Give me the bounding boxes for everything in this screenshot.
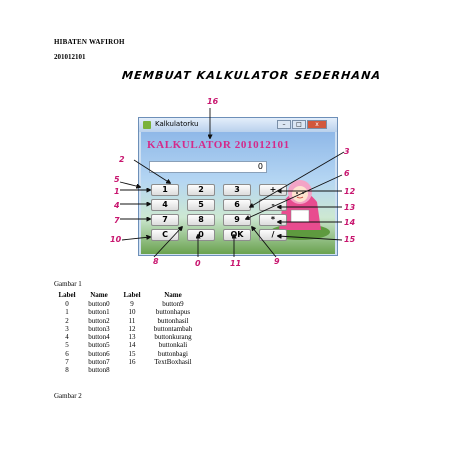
cell-name: buttonkurang xyxy=(154,333,192,342)
cell-label: 12 xyxy=(128,324,136,333)
cell-name: button5 xyxy=(88,341,110,350)
cell-name: button9 xyxy=(162,300,184,308)
annotation-16: 16 xyxy=(207,97,219,106)
cell-label: 13 xyxy=(128,333,136,342)
table-row xyxy=(54,350,200,358)
annotation-7: 7 xyxy=(114,216,120,225)
maximize-button[interactable]: □ xyxy=(292,120,306,129)
cell-name: buttontambah xyxy=(153,324,193,333)
student-id: 201012101 xyxy=(54,53,86,61)
cell-label: 14 xyxy=(128,341,136,350)
cell-label: 16 xyxy=(128,358,136,367)
table-row xyxy=(54,341,200,349)
arrow-8 xyxy=(154,227,182,257)
annotation-3: 3 xyxy=(344,147,350,156)
calc-button3[interactable]: 3 xyxy=(223,184,251,196)
document-heading: MEMBUAT KALKULATOR SEDERHANA xyxy=(121,69,383,82)
cell-label: 9 xyxy=(130,300,134,308)
cell-label: 3 xyxy=(65,324,69,333)
table-row xyxy=(54,308,200,316)
arrow-2 xyxy=(134,160,170,183)
calc-button7[interactable]: 7 xyxy=(151,214,179,226)
annotation-12: 12 xyxy=(344,187,356,196)
cell-name: button2 xyxy=(88,316,110,325)
cell-label: 1 xyxy=(65,308,69,317)
calc-buttonhasil[interactable]: OK xyxy=(223,229,251,241)
cell-name: button3 xyxy=(88,324,110,333)
arrow-15 xyxy=(278,236,342,240)
calc-button5[interactable]: 5 xyxy=(187,199,215,211)
figure-1-caption: Gambar 1 xyxy=(54,280,82,288)
annotation-9: 9 xyxy=(274,257,280,266)
cell-label: 6 xyxy=(65,349,69,358)
window-title: Kalkulatorku xyxy=(155,120,199,128)
cell-label xyxy=(118,366,146,374)
cell-label: 8 xyxy=(65,366,69,375)
close-button[interactable]: x xyxy=(307,120,327,129)
header-name-2: Name xyxy=(164,291,182,299)
table-row xyxy=(54,300,200,308)
author-name: HIBATEN WAFIROH xyxy=(54,38,125,46)
table-row xyxy=(54,358,200,366)
app-title: KALKULATOR 201012101 xyxy=(147,139,290,151)
label-name-table xyxy=(54,291,200,375)
annotation-11: 11 xyxy=(230,259,242,268)
cell-name: button8 xyxy=(88,366,110,375)
cell-name: button0 xyxy=(88,300,110,308)
figure-2-caption: Gambar 2 xyxy=(54,392,82,400)
calc-buttontambah[interactable]: + xyxy=(259,184,287,196)
annotation-13: 13 xyxy=(344,203,356,212)
cell-name: button1 xyxy=(88,308,110,317)
cell-label: 2 xyxy=(65,316,69,325)
cell-label: 11 xyxy=(128,316,136,325)
header-label-2: Label xyxy=(123,291,141,299)
arrow-5 xyxy=(120,182,140,187)
table-row xyxy=(54,317,200,325)
annotation-1: 1 xyxy=(114,187,120,196)
result-textbox[interactable]: 0 xyxy=(149,161,267,173)
cell-name: button4 xyxy=(88,333,110,342)
annotation-15: 15 xyxy=(344,235,356,244)
cell-name xyxy=(146,366,200,374)
cell-label: 15 xyxy=(128,349,136,358)
table-row xyxy=(54,325,200,333)
cell-name: buttonbagi xyxy=(158,349,188,358)
arrow-3 xyxy=(250,152,344,207)
cell-label: 10 xyxy=(128,308,136,317)
annotation-6: 6 xyxy=(344,169,350,178)
annotation-2: 2 xyxy=(119,155,125,164)
cell-name: buttonhasil xyxy=(157,316,189,325)
cell-name: buttonhapus xyxy=(155,308,191,317)
annotation-0: 0 xyxy=(195,259,201,268)
annotation-14: 14 xyxy=(344,218,356,227)
annotation-5: 5 xyxy=(114,175,120,184)
annotation-4: 4 xyxy=(114,201,120,210)
cell-name: button7 xyxy=(88,358,110,367)
calc-buttonbagi[interactable]: / xyxy=(259,229,287,241)
cell-label: 7 xyxy=(65,358,69,367)
header-name-1: Name xyxy=(90,291,108,299)
calc-button1[interactable]: 1 xyxy=(151,184,179,196)
calc-button0[interactable]: 0 xyxy=(187,229,215,241)
calc-button2[interactable]: 2 xyxy=(187,184,215,196)
cell-label: 5 xyxy=(65,341,69,350)
cell-name: button6 xyxy=(88,349,110,358)
header-label-1: Label xyxy=(58,291,76,299)
table-row xyxy=(54,333,200,341)
cell-label: 0 xyxy=(65,300,69,308)
calc-buttonkali[interactable]: * xyxy=(259,214,287,226)
calc-button9[interactable]: 9 xyxy=(223,214,251,226)
calc-buttonhapus[interactable]: C xyxy=(151,229,179,241)
table-header-row xyxy=(54,291,200,300)
calc-button6[interactable]: 6 xyxy=(223,199,251,211)
cell-name: TextBoxhasil xyxy=(154,358,192,367)
annotation-overlay xyxy=(110,95,358,270)
arrow-9 xyxy=(252,227,276,257)
annotation-8: 8 xyxy=(153,257,159,266)
calc-button8[interactable]: 8 xyxy=(187,214,215,226)
table-row xyxy=(54,366,200,374)
calc-buttonkurang[interactable]: - xyxy=(259,199,287,211)
cell-name: buttonkali xyxy=(158,341,188,350)
arrow-10 xyxy=(122,237,150,240)
annotation-10: 10 xyxy=(110,235,122,244)
cell-label: 4 xyxy=(65,333,69,342)
minimize-button[interactable]: – xyxy=(277,120,291,129)
calc-button4[interactable]: 4 xyxy=(151,199,179,211)
